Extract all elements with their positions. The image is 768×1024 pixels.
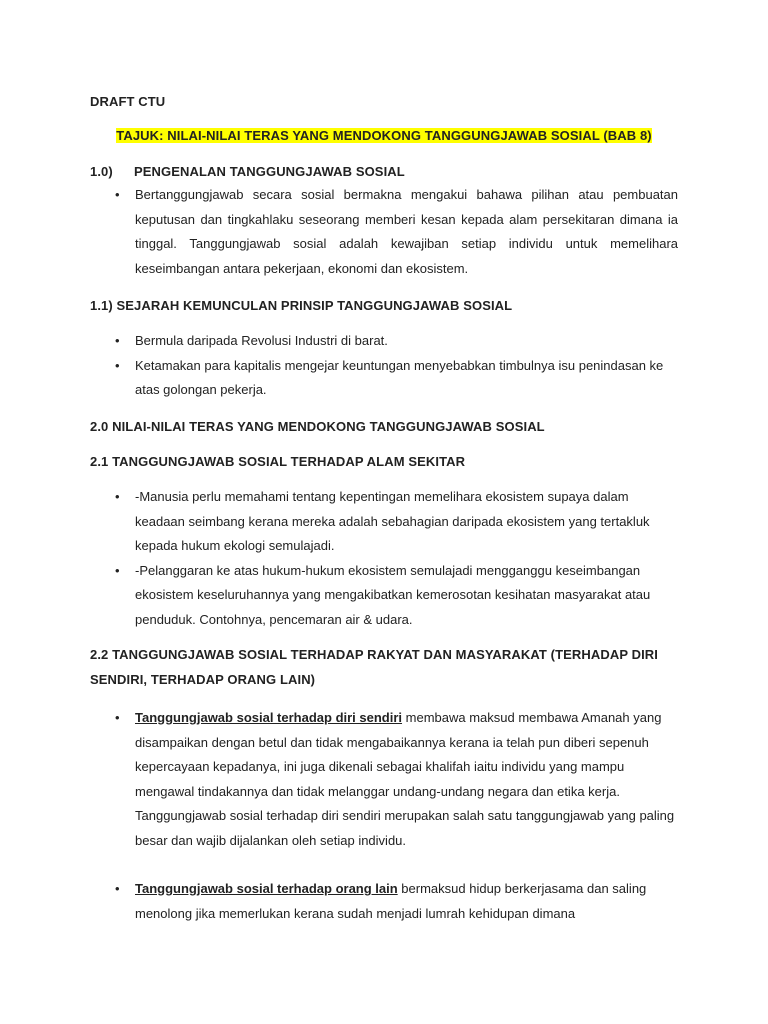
section-2-0-heading: 2.0 NILAI-NILAI TERAS YANG MENDOKONG TANGGUNGJAWAB SOSIAL: [90, 419, 545, 434]
list-item: • -Pelanggaran ke atas hukum-hukum ekosistem semulajadi mengganggu keseimbangan ekosistem keseluruhannya yang mengakibatkan kemerosotan kesihatan masyarakat atau penduduk. Contohnya, pencemaran air & udara.: [90, 559, 678, 633]
list-item: • Ketamakan para kapitalis mengejar keuntungan menyebabkan timbulnya isu penindasan ke atas golongan pekerja.: [90, 354, 678, 403]
topic-highlight: TAJUK: NILAI-NILAI TERAS YANG MENDOKONG TANGGUNGJAWAB SOSIAL (BAB 8): [116, 128, 652, 143]
list-item: [90, 877, 678, 926]
section-2-2-heading: 2.2 TANGGUNGJAWAB SOSIAL TERHADAP RAKYAT DAN MASYARAKAT (TERHADAP DIRI SENDIRI, TERHADAP ORANG LAIN): [90, 647, 658, 687]
section-1-0-title: PENGENALAN TANGGUNGJAWAB SOSIAL: [134, 164, 405, 179]
list-item: • Bertanggungjawab secara sosial bermakna mengakui bahawa pilihan atau pembuatan keputusan dan tingkahlaku seseorang memberi kesan kepada alam persekitaran dimana ia tinggal. Tanggungjawab sosial adalah kewajiban setiap individu untuk memelihara keseimbangan antara pekerjaan, ekonomi dan ekosistem.: [90, 183, 678, 281]
section-2-2-list-b: [90, 877, 678, 926]
list-item: [90, 706, 678, 853]
section-1-0-heading: [90, 164, 678, 179]
section-1-0-list: [90, 183, 678, 281]
bullet-lead-self: Tanggungjawab sosial terhadap diri sendiri: [135, 710, 403, 725]
section-1-0-number: 1.0): [90, 164, 113, 179]
section-2-2-list-a: [90, 706, 678, 853]
section-1-1-list: [90, 329, 678, 403]
draft-title: DRAFT CTU: [90, 94, 166, 109]
bullet-text-others: bermaksud hidup berkerjasama dan saling menolong jika memerlukan kerana sudah menjadi lumrah kehidupan dimana: [135, 881, 647, 921]
list-item: • Bermula daripada Revolusi Industri di barat.: [90, 329, 678, 354]
section-2-1-list: [90, 485, 678, 632]
section-1-1-heading: 1.1) SEJARAH KEMUNCULAN PRINSIP TANGGUNGJAWAB SOSIAL: [90, 298, 513, 313]
list-item: • -Manusia perlu memahami tentang kepentingan memelihara ekosistem supaya dalam keadaan seimbang kerana mereka adalah sebahagian daripada ekosistem yang tertakluk kepada hukum ekologi semulajadi.: [90, 485, 678, 559]
bullet-text-self: membawa maksud membawa Amanah yang disampaikan dengan betul dan tidak mengabaikannya kerana ia telah pun diberi sepenuh kepercayaan kepadanya, ini juga dikenali sebagai khalifah iaitu individu yang mampu mengawal tindakannya dan tidak melanggar undang-undang negara dan etika kerja. Tanggungjawab sosial terhadap diri sendiri merupakan salah satu tanggungjawab yang paling besar dan wajib dijalankan oleh setiap individu.: [135, 710, 675, 848]
section-2-1-heading: 2.1 TANGGUNGJAWAB SOSIAL TERHADAP ALAM SEKITAR: [90, 454, 466, 469]
bullet-lead-others: Tanggungjawab sosial terhadap orang lain: [135, 881, 398, 896]
topic-heading: [90, 128, 678, 143]
